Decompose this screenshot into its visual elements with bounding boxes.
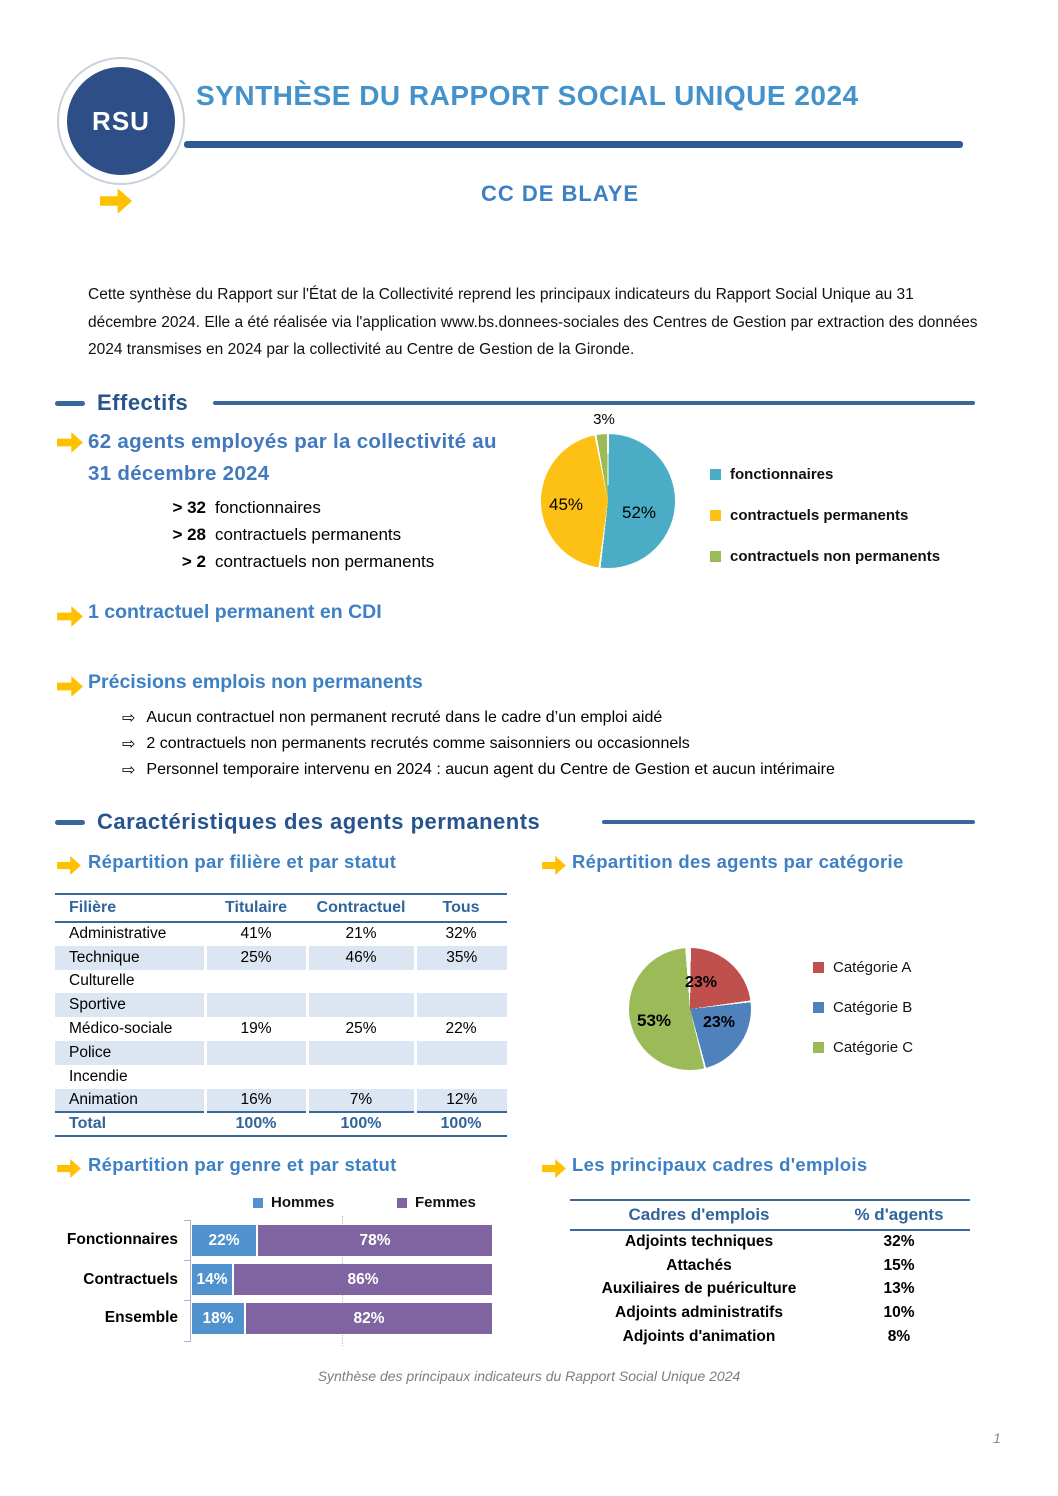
headline-line1: 62 agents employés par la collectivité au <box>88 430 497 453</box>
table-cell <box>205 1065 307 1089</box>
collectivite-arrow-icon <box>100 188 132 214</box>
legend-item <box>813 959 913 976</box>
pie-label-categorie-c: 53% <box>637 1011 672 1030</box>
table-row <box>55 1089 507 1113</box>
intro-paragraph: Cette synthèse du Rapport sur l'État de la Collectivité reprend les principaux indicateurs du Rapport Social Unique au 31 décembre 2024. Elle a été réalisée via l'application www.bs.donnees-sociales des Centres de Gestion par extraction des données 2024 transmises en 2024 par la collectivité au Centre de Gestion de la Gironde. <box>88 286 978 359</box>
legend-swatch-icon <box>813 1042 824 1053</box>
cadres-title: Les principaux cadres d'emplois <box>572 1154 868 1175</box>
count-label: contractuels permanents <box>215 524 402 544</box>
table-row <box>55 922 507 946</box>
table-cell: 35% <box>415 946 507 970</box>
axis-tick <box>184 1300 190 1301</box>
filiere-table <box>55 893 507 1137</box>
section-dash <box>55 820 85 825</box>
table-cell: 32% <box>445 925 477 943</box>
table-total-row <box>55 1112 507 1136</box>
table-cell: 100% <box>205 1112 307 1136</box>
bar-segment-femmes <box>246 1303 492 1334</box>
table-cell: Adjoints d'animation <box>622 1328 776 1346</box>
table-row <box>570 1325 970 1349</box>
table-cell: Culturelle <box>69 972 135 990</box>
bar-value-label: 86% <box>347 1270 379 1288</box>
table-cell <box>307 1041 415 1065</box>
y-axis-line <box>190 1220 191 1342</box>
count-row <box>150 494 434 521</box>
headline-arrow-icon <box>57 432 83 453</box>
page-number: 1 <box>993 1430 1001 1446</box>
table-cell: Police <box>55 1041 205 1065</box>
section-rule <box>602 820 975 824</box>
table-row <box>570 1254 970 1278</box>
table-cell <box>205 970 307 994</box>
table-header-cell: Tous <box>415 894 507 922</box>
bar-segment-femmes <box>258 1225 492 1256</box>
table-row <box>55 1065 507 1089</box>
categorie-pie-chart <box>629 948 751 1070</box>
section-dash <box>55 401 85 406</box>
legend-label: contractuels non permanents <box>730 548 941 565</box>
table-cell: Médico-sociale <box>69 1020 173 1038</box>
header-rule <box>184 141 963 148</box>
cdi-arrow-icon <box>57 606 83 627</box>
bar-value-label: 18% <box>202 1309 234 1327</box>
table-cell: Adjoints administratifs <box>615 1304 783 1322</box>
precision-item <box>122 705 835 731</box>
footer-caption: Synthèse des principaux indicateurs du Rapport Social Unique 2024 <box>317 1368 741 1384</box>
bar-value-label: 22% <box>208 1231 240 1249</box>
table-header-row <box>570 1200 970 1230</box>
table-cell: 22% <box>445 1020 477 1038</box>
collectivite-name: CC DE BLAYE <box>480 181 640 206</box>
filiere-arrow-icon <box>57 856 81 875</box>
precision-text: 2 contractuels non permanents recrutés comme saisonniers ou occasionnels <box>146 735 690 752</box>
genre-title: Répartition par genre et par statut <box>88 1154 397 1175</box>
axis-tick <box>184 1260 190 1261</box>
table-cell: Total <box>55 1112 205 1136</box>
pie-label-categorie-a: 23% <box>685 974 718 991</box>
table-cell: 7% <box>307 1089 415 1113</box>
table-header-cell: Titulaire <box>205 894 307 922</box>
bar-row <box>192 1225 492 1256</box>
table-cell: Adjoints techniques <box>624 1233 774 1251</box>
legend-swatch-icon <box>253 1198 263 1208</box>
table-header-cell: Filière <box>55 894 205 922</box>
bar-category-label: Ensemble <box>104 1309 178 1326</box>
legend-swatch-icon <box>813 962 824 973</box>
rsu-badge <box>57 57 185 185</box>
table-header-row <box>55 894 507 922</box>
cdi-note: 1 contractuel permanent en CDI <box>88 601 382 623</box>
legend-swatch-icon <box>710 551 721 562</box>
count-marker: > 28 <box>172 524 206 544</box>
legend-item <box>710 507 940 524</box>
table-cell <box>205 993 307 1017</box>
genre-arrow-icon <box>57 1159 81 1178</box>
precisions-title: Précisions emplois non permanents <box>88 671 423 693</box>
bar-row <box>192 1264 492 1295</box>
table-cell: Technique <box>55 946 205 970</box>
bar-segment-femmes <box>234 1264 492 1295</box>
legend-item <box>710 466 940 483</box>
table-cell: Animation <box>55 1089 205 1113</box>
categorie-pie-legend <box>813 959 913 1056</box>
table-cell: 16% <box>205 1089 307 1113</box>
table-cell: 10% <box>883 1304 915 1322</box>
legend-label: Femmes <box>415 1194 476 1211</box>
rsu-badge-label: RSU <box>67 67 175 175</box>
genre-legend-hommes <box>253 1194 334 1211</box>
bullet-arrow-icon: ⇨ <box>122 710 136 727</box>
table-cell: 12% <box>415 1089 507 1113</box>
table-cell <box>307 993 415 1017</box>
precision-text: Aucun contractuel non permanent recruté dans le cadre d’un emploi aidé <box>146 709 663 726</box>
axis-tick <box>184 1341 190 1342</box>
bar-row <box>192 1303 492 1334</box>
section-rule <box>213 401 975 405</box>
precision-text: Personnel temporaire intervenu en 2024 : aucun agent du Centre de Gestion et aucun intérimaire <box>146 761 835 778</box>
pie-label-categorie-b: 23% <box>703 1014 736 1031</box>
table-cell: 21% <box>345 925 377 943</box>
bar-value-label: 78% <box>359 1231 391 1249</box>
table-row <box>55 1017 507 1041</box>
table-cell: Auxiliaires de puériculture <box>601 1280 797 1298</box>
table-cell <box>415 1065 507 1089</box>
legend-label: contractuels permanents <box>730 507 909 524</box>
table-cell: 13% <box>883 1280 915 1298</box>
table-row <box>570 1230 970 1254</box>
legend-item <box>813 999 913 1016</box>
bar-segment-hommes <box>192 1225 258 1256</box>
legend-label: Catégorie C <box>833 1039 914 1056</box>
table-cell <box>415 970 507 994</box>
table-cell: 46% <box>307 946 415 970</box>
section-caracteristiques-title: Caractéristiques des agents permanents <box>97 809 541 834</box>
effectifs-headline <box>88 426 497 490</box>
categorie-arrow-icon <box>542 856 566 875</box>
table-cell: 100% <box>415 1112 507 1136</box>
headline-line2: 31 décembre 2024 <box>88 461 270 485</box>
precisions-arrow-icon <box>57 676 83 697</box>
legend-swatch-icon <box>397 1198 407 1208</box>
table-cell: Sportive <box>55 993 205 1017</box>
table-row <box>55 946 507 970</box>
effectifs-pie-legend <box>710 466 940 565</box>
table-row <box>570 1301 970 1325</box>
page-title: SYNTHÈSE DU RAPPORT SOCIAL UNIQUE 2024 <box>196 80 859 111</box>
bullet-arrow-icon: ⇨ <box>122 762 136 779</box>
count-row <box>150 548 434 575</box>
table-cell: 19% <box>240 1020 272 1038</box>
count-marker: > 2 <box>181 551 206 571</box>
legend-swatch-icon <box>813 1002 824 1013</box>
table-cell <box>205 1041 307 1065</box>
table-header-cell: Cadres d'emplois <box>570 1200 828 1230</box>
table-cell <box>415 1041 507 1065</box>
cadres-arrow-icon <box>542 1159 566 1178</box>
bullet-arrow-icon: ⇨ <box>122 736 136 753</box>
table-cell: Incendie <box>69 1067 128 1085</box>
count-marker: > 32 <box>172 497 206 517</box>
genre-legend-femmes <box>397 1194 476 1211</box>
bar-value-label: 82% <box>353 1309 385 1327</box>
table-row <box>55 970 507 994</box>
cadres-table <box>570 1199 970 1349</box>
table-cell: Attachés <box>666 1256 732 1274</box>
table-row <box>55 1041 507 1065</box>
table-cell <box>307 1065 415 1089</box>
categorie-title: Répartition des agents par catégorie <box>572 851 904 872</box>
legend-label: Catégorie A <box>833 959 912 976</box>
table-cell: 100% <box>307 1112 415 1136</box>
bar-segment-hommes <box>192 1264 234 1295</box>
bar-category-label: Fonctionnaires <box>66 1231 178 1248</box>
section-effectifs-title: Effectifs <box>97 390 189 415</box>
bar-value-label: 14% <box>196 1270 228 1288</box>
table-cell: 8% <box>887 1328 911 1346</box>
table-cell <box>307 970 415 994</box>
filiere-title: Répartition par filière et par statut <box>88 851 397 872</box>
precisions-list <box>122 705 835 783</box>
table-cell: 15% <box>883 1256 915 1274</box>
precision-item <box>122 757 835 783</box>
count-label: fonctionnaires <box>215 497 321 517</box>
table-header-cell: Contractuel <box>307 894 415 922</box>
precision-item <box>122 731 835 757</box>
count-row <box>150 521 434 548</box>
legend-label: Hommes <box>271 1194 335 1211</box>
table-header-cell: % d'agents <box>828 1200 970 1230</box>
table-cell <box>415 993 507 1017</box>
legend-item <box>710 548 940 565</box>
legend-label: Catégorie B <box>833 999 913 1016</box>
bar-category-label: Contractuels <box>83 1271 178 1288</box>
effectifs-counts <box>150 494 434 575</box>
legend-swatch-icon <box>710 469 721 480</box>
table-row <box>570 1278 970 1302</box>
table-row <box>55 993 507 1017</box>
axis-tick <box>184 1220 190 1221</box>
bar-segment-hommes <box>192 1303 246 1334</box>
pie-label-non-permanents: 3% <box>593 411 615 428</box>
legend-swatch-icon <box>710 510 721 521</box>
legend-item <box>813 1039 913 1056</box>
pie-label-contractuels: 45% <box>549 495 584 514</box>
count-label: contractuels non permanents <box>215 551 435 571</box>
table-cell: Administrative <box>69 925 167 943</box>
table-cell: 25% <box>345 1020 377 1038</box>
table-cell: 25% <box>205 946 307 970</box>
table-cell: 41% <box>240 925 272 943</box>
table-cell: 32% <box>883 1233 915 1251</box>
pie-label-fonctionnaires: 52% <box>622 503 657 522</box>
legend-label: fonctionnaires <box>730 466 834 483</box>
